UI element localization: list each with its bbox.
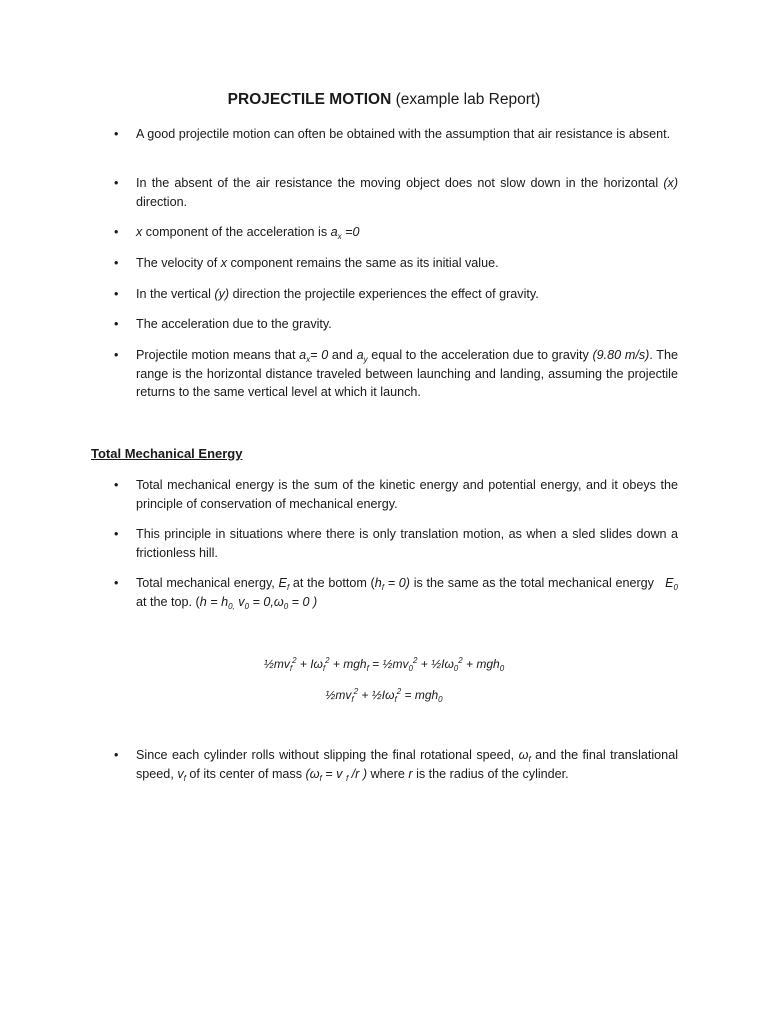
bullet-text: In the vertical (y) direction the projectile experiences the effect of gravity. (136, 287, 539, 301)
bullet-text: The velocity of x component remains the same as its initial value. (136, 256, 499, 270)
list-item (114, 746, 678, 783)
list-item (114, 525, 678, 562)
bullet-text: The acceleration due to the gravity. (136, 317, 332, 331)
bullet-dot: • (114, 478, 119, 492)
list-item (114, 174, 678, 211)
list-item (114, 476, 678, 513)
bullet-text: Since each cylinder rolls without slipping the final rotational speed, $\omega_f$ and the final translational speed, $v_f$ of its center of mass ($\omega_f = v$ $_f$ /r ) where r is the radius of the cylinder. (136, 748, 678, 783)
bullet-dot: • (114, 225, 119, 239)
bullet-dot: • (114, 127, 119, 141)
section-heading: Total Mechanical Energy (91, 446, 243, 461)
bullet-dot: • (114, 317, 119, 331)
list-item (114, 346, 678, 402)
bullet-text: In the absent of the air resistance the moving object does not slow down in the horizontal (x) direction. (136, 176, 679, 209)
list-item (114, 254, 678, 273)
title-sub: (example lab Report) (391, 91, 541, 108)
bullet-dot: • (114, 176, 119, 190)
bullet-text: Total mechanical energy is the sum of the kinetic energy and potential energy, and it obeys the principle of conservation of mechanical energy. (136, 478, 678, 511)
bullet-text: A good projectile motion can often be obtained with the assumption that air resistance is absent. (136, 127, 671, 141)
list-item (114, 574, 678, 611)
bullet-dot: • (114, 527, 119, 541)
bullet-text: Total mechanical energy, $E_f$ at the bottom $(h_f = 0)$ is the same as the total mechanical energy $E_0$ at the top. ($h = h_{0,}$ $v_0 = 0,\omega_0 = 0$ ) (136, 576, 678, 611)
list-item (114, 125, 678, 144)
list-item (114, 285, 678, 304)
list-item (114, 223, 678, 242)
bullet-text: This principle in situations where there is only translation motion, as when a sled slides down a frictionless hill. (136, 527, 678, 560)
bullet-text: Projectile motion means that $a_x= 0$ and $a_y$ equal to the acceleration due to gravity (9.80 m/s). The range is the horizontal distance traveled between launching and landing, assuming the projectile returns to the same vertical level at which it launch. (136, 348, 678, 399)
bullet-dot: • (114, 287, 119, 301)
bullet-dot: • (114, 748, 119, 762)
equation-reduced: $\frac{1}{2}mv_f^2$ + $\frac{1}{2}I\omega_f^2 = mgh_0$ (325, 687, 443, 704)
bullet-dot: • (114, 256, 119, 270)
list-item (114, 315, 678, 334)
title-main: PROJECTILE MOTION (227, 91, 392, 108)
bullet-text: x component of the acceleration is $a_x =0$ (136, 225, 360, 241)
bullet-dot: • (114, 348, 119, 362)
bullet-dot: • (114, 576, 119, 590)
page-title (0, 90, 768, 110)
equation-energy-conservation: $\frac{1}{2}mv_f^2 + I\omega_f^2 + mgh_f$ = $\frac{1}{2}mv_0^2$ + $\frac{1}{2}I\omega_0^2 + mgh_0$ (263, 656, 505, 673)
